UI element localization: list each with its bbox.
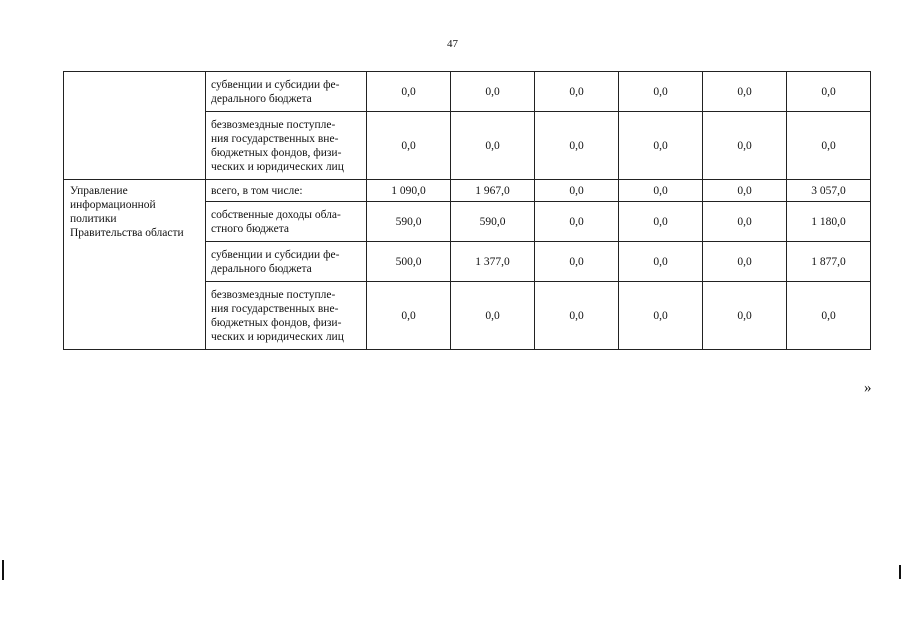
value-cell: 0,0 xyxy=(535,72,619,112)
page-number: 47 xyxy=(447,38,458,50)
budget-table xyxy=(63,71,871,350)
table-body xyxy=(64,72,871,350)
funding-source-cell: всего, в том числе: xyxy=(206,180,367,202)
funding-source-cell: субвенции и субсидии фе- дерального бюджета xyxy=(206,242,367,282)
value-cell: 1 377,0 xyxy=(451,242,535,282)
funding-source-cell: собственные доходы обла- стного бюджета xyxy=(206,202,367,242)
value-cell: 0,0 xyxy=(619,242,703,282)
scan-edge-mark-left xyxy=(2,560,4,580)
value-cell: 0,0 xyxy=(703,112,787,180)
value-cell: 1 877,0 xyxy=(787,242,871,282)
value-cell: 0,0 xyxy=(367,112,451,180)
organization-cell-empty xyxy=(64,72,206,180)
value-cell: 500,0 xyxy=(367,242,451,282)
closing-quote: » xyxy=(864,380,872,396)
value-cell: 0,0 xyxy=(451,282,535,350)
value-cell: 0,0 xyxy=(535,202,619,242)
funding-source-cell: безвозмездные поступле- ния государственных вне- бюджетных фондов, физи- ческих и юридических лиц xyxy=(206,112,367,180)
value-cell: 0,0 xyxy=(787,282,871,350)
funding-source-cell: безвозмездные поступле- ния государственных вне- бюджетных фондов, физи- ческих и юридических лиц xyxy=(206,282,367,350)
value-cell: 0,0 xyxy=(703,180,787,202)
value-cell: 0,0 xyxy=(703,202,787,242)
value-cell: 0,0 xyxy=(787,72,871,112)
value-cell: 0,0 xyxy=(619,282,703,350)
value-cell: 0,0 xyxy=(367,72,451,112)
value-cell: 0,0 xyxy=(535,282,619,350)
value-cell: 0,0 xyxy=(703,72,787,112)
value-cell: 0,0 xyxy=(535,242,619,282)
value-cell: 0,0 xyxy=(787,112,871,180)
value-cell: 1 967,0 xyxy=(451,180,535,202)
value-cell: 590,0 xyxy=(367,202,451,242)
value-cell: 0,0 xyxy=(451,112,535,180)
value-cell: 1 180,0 xyxy=(787,202,871,242)
value-cell: 0,0 xyxy=(451,72,535,112)
scan-edge-mark-right xyxy=(899,565,901,579)
table-row xyxy=(64,180,871,202)
value-cell: 0,0 xyxy=(703,282,787,350)
value-cell: 0,0 xyxy=(703,242,787,282)
table-row xyxy=(64,72,871,112)
value-cell: 3 057,0 xyxy=(787,180,871,202)
value-cell: 0,0 xyxy=(367,282,451,350)
value-cell: 590,0 xyxy=(451,202,535,242)
value-cell: 0,0 xyxy=(619,72,703,112)
value-cell: 0,0 xyxy=(619,180,703,202)
organization-cell: Управление информационной политики Правительства области xyxy=(64,180,206,350)
value-cell: 0,0 xyxy=(619,112,703,180)
value-cell: 0,0 xyxy=(619,202,703,242)
value-cell: 0,0 xyxy=(535,180,619,202)
value-cell: 1 090,0 xyxy=(367,180,451,202)
funding-source-cell: субвенции и субсидии фе- дерального бюджета xyxy=(206,72,367,112)
value-cell: 0,0 xyxy=(535,112,619,180)
